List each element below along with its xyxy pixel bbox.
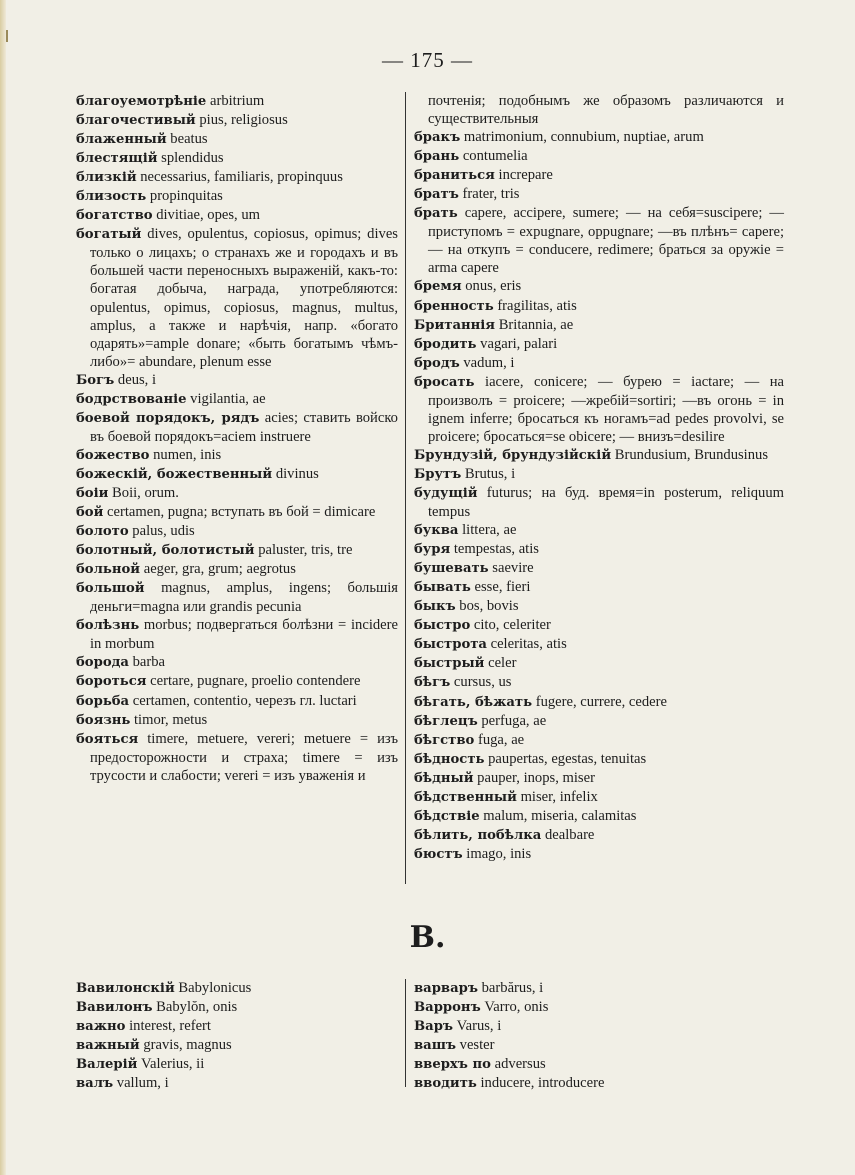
entry-headword: быстро: [414, 618, 471, 634]
right-column: [414, 92, 784, 864]
entry-translation: fragilitas, atis: [493, 297, 577, 314]
dictionary-entry: [76, 409, 398, 446]
entry-translation: Brutus, i: [461, 465, 516, 482]
dictionary-entry: [414, 521, 784, 540]
entry-headword: вашъ: [414, 1038, 456, 1054]
dictionary-entry: [76, 187, 398, 206]
entry-translation: Varro, onis: [480, 999, 549, 1016]
entry-translation: Babylŏn, onis: [152, 999, 238, 1016]
entry-headword: бродъ: [414, 355, 460, 371]
entry-headword: божество: [76, 447, 150, 463]
dictionary-entry: [414, 616, 784, 635]
dictionary-entry: [414, 578, 784, 597]
entry-translation: Valerius, ii: [137, 1056, 205, 1073]
entry-headword: варваръ: [414, 981, 478, 996]
dictionary-entry: [76, 484, 398, 503]
dictionary-entry: [414, 750, 784, 769]
entry-translation: celer: [484, 655, 517, 672]
entry-translation: paluster, tris, tre: [254, 542, 353, 559]
entry-translation: frater, tris: [458, 186, 520, 203]
entry-headword: боевой порядокъ, рядъ: [76, 410, 260, 426]
entry-headword: блестящій: [76, 151, 158, 167]
dictionary-entry: [414, 673, 784, 692]
right-column-section-b: [414, 979, 784, 1093]
entry-translation: vagari, palari: [476, 335, 558, 352]
entry-headword: близость: [76, 189, 147, 205]
entry-headword: быстрота: [414, 637, 487, 653]
dictionary-entry: [76, 560, 398, 579]
entry-headword: бремя: [414, 279, 462, 295]
entry-headword: Варъ: [414, 1019, 454, 1035]
column-divider-section-b: [405, 979, 406, 1087]
dictionary-entry: [414, 147, 784, 166]
dictionary-entry: [76, 522, 398, 541]
entry-translation: vester: [456, 1037, 495, 1054]
entry-translation: cursus, us: [450, 674, 512, 691]
entry-headword: бросать: [414, 374, 475, 390]
dictionary-entry: [414, 1055, 784, 1074]
entry-translation: celeritas, atis: [486, 636, 567, 653]
entry-headword: бояться: [76, 731, 139, 747]
entry-translation: magnus, amplus, ingens; большія деньги=magna или grandis pecunia: [90, 580, 398, 616]
dictionary-entry: [414, 354, 784, 373]
entry-translation: почтенія; подобнымъ же образомъ различаются и существительныя: [428, 93, 784, 128]
entry-headword: болото: [76, 524, 129, 540]
entry-translation: malum, miseria, calamitas: [479, 807, 637, 824]
entry-translation: palus, udis: [128, 523, 195, 540]
entry-headword: бой: [76, 505, 104, 521]
entry-headword: буря: [414, 542, 451, 558]
entry-translation: cito, celeriter: [470, 617, 551, 634]
entry-translation: aeger, gra, grum; aegrotus: [140, 561, 296, 578]
entry-translation: Brundusium, Brundusinus: [611, 446, 769, 463]
entry-translation: iacere, conicere; — бурею = iactare; — на произволъ = proicere; —жребій=sortiri; —въ огонь = in ignem inferre; бросаться къ ногамъ=ad pedes provolvi, se proicere; бросаться=se obicere; — внизъ=desilire: [428, 373, 784, 445]
entry-headword: бороться: [76, 674, 147, 690]
dictionary-entry: [76, 692, 398, 711]
dictionary-entry: [414, 559, 784, 578]
entry-translation: barba: [128, 654, 166, 671]
entry-translation: dealbare: [541, 826, 595, 843]
entry-translation: Boii, orum.: [108, 484, 179, 501]
dictionary-entry: [76, 130, 398, 149]
dictionary-entry: [76, 541, 398, 560]
dictionary-entry: [76, 390, 398, 409]
margin-tick: [6, 30, 8, 42]
entry-translation: interest, refert: [125, 1018, 211, 1035]
entry-headword: бодрствованіе: [76, 391, 187, 407]
entry-translation: onus, eris: [461, 278, 522, 295]
entry-translation: divinus: [272, 465, 319, 482]
dictionary-entry: [414, 807, 784, 826]
entry-translation: matrimonium, connubium, nuptiae, arum: [460, 129, 704, 146]
entry-headword: благочестивый: [76, 113, 196, 129]
entry-headword: благоуемотрѣніе: [76, 94, 207, 109]
entry-headword: болотный, болотистый: [76, 543, 255, 559]
page-number: — 175 —: [382, 48, 473, 72]
entry-headword: важный: [76, 1038, 140, 1054]
page-edge-stain: [0, 0, 6, 1175]
dictionary-entry: [76, 579, 398, 616]
entry-translation: imago, inis: [462, 845, 532, 862]
dictionary-entry: [76, 465, 398, 484]
entry-translation: gravis, magnus: [139, 1037, 232, 1054]
entry-headword: Богъ: [76, 372, 115, 388]
entry-headword: быкъ: [414, 599, 456, 615]
entry-translation: littera, ae: [458, 522, 517, 539]
entry-headword: бѣлить, побѣлка: [414, 827, 542, 843]
entry-translation: barbărus, i: [477, 980, 544, 996]
entry-headword: брать: [414, 206, 458, 222]
entry-translation: Babylonicus: [174, 980, 252, 996]
entry-headword: бюстъ: [414, 846, 463, 862]
entry-translation: dives, opulentus, copiosus, opimus; dives только о лицахъ; о странахъ же и городахъ и въ большей части переносныхъ выраженій, какъ-то: богатая добыча, награда, употребляются: opulentus, opimus, copiosus, magnus, multus, amplus, а также и нарѣчія, напр. «богато одарять»=ample donare; «быть богатымъ чѣмъ-либо»= abundare, plenum esse: [90, 226, 398, 370]
left-column-section-b: [76, 979, 398, 1093]
dictionary-entry: [414, 998, 784, 1017]
dictionary-entry: [414, 316, 784, 335]
dictionary-entry: [76, 672, 398, 691]
dictionary-entry: [414, 128, 784, 147]
dictionary-entry: [76, 653, 398, 672]
dictionary-entry: [414, 185, 784, 204]
entry-translation: numen, inis: [149, 446, 222, 463]
entry-headword: близкій: [76, 170, 137, 186]
dictionary-entry: [414, 788, 784, 807]
entry-translation: timor, metus: [130, 711, 208, 728]
dictionary-entry: [414, 769, 784, 788]
dictionary-entry: [414, 654, 784, 673]
dictionary-entry: [76, 1074, 398, 1093]
entry-headword: Вавилонскій: [76, 981, 175, 996]
entry-headword: браниться: [414, 168, 495, 184]
entry-headword: Вавилонъ: [76, 1000, 153, 1016]
dictionary-entry: [76, 1055, 398, 1074]
dictionary-entry: [76, 998, 398, 1017]
dictionary-entry: [414, 92, 784, 128]
entry-headword: борода: [76, 655, 129, 671]
entry-translation: Britannia, ae: [495, 316, 574, 333]
entry-translation: propinquitas: [146, 188, 223, 205]
dictionary-entry: [414, 484, 784, 521]
entry-headword: бракъ: [414, 130, 461, 146]
entry-headword: бѣдный: [414, 770, 474, 786]
entry-headword: болѣзнь: [76, 618, 140, 634]
entry-headword: валъ: [76, 1076, 114, 1092]
dictionary-entry: [414, 540, 784, 559]
entry-translation: miser, infelix: [516, 788, 598, 805]
entry-translation: perfuga, ae: [477, 712, 547, 729]
entry-headword: божескій, божественный: [76, 466, 273, 482]
entry-headword: борьба: [76, 693, 130, 709]
entry-translation: pius, religiosus: [195, 112, 288, 129]
entry-translation: paupertas, egestas, tenuitas: [484, 750, 647, 767]
dictionary-entry: [414, 1036, 784, 1055]
dictionary-entry: [414, 297, 784, 316]
dictionary-entry: [414, 1074, 784, 1093]
entry-headword: Валерій: [76, 1057, 138, 1073]
entry-headword: Брундузій, брундузійскій: [414, 447, 612, 463]
entry-headword: богатство: [76, 208, 153, 224]
dictionary-entry: [414, 166, 784, 185]
entry-headword: буква: [414, 523, 459, 539]
dictionary-entry: [414, 1017, 784, 1036]
entry-translation: acies; ставить войско въ боевой порядокъ=aciem instruere: [90, 409, 398, 445]
dictionary-entry: [76, 503, 398, 522]
entry-headword: братъ: [414, 187, 459, 203]
entry-headword: Брутъ: [414, 466, 462, 482]
dictionary-entry: [76, 979, 398, 998]
entry-translation: necessarius, familiaris, propinquus: [136, 169, 343, 186]
entry-headword: бренность: [414, 298, 494, 314]
entry-headword: богатый: [76, 227, 142, 243]
entry-headword: брань: [414, 149, 460, 165]
entry-translation: deus, i: [114, 371, 157, 388]
dictionary-entry: [414, 597, 784, 616]
dictionary-entry: [76, 616, 398, 653]
entry-headword: бѣгство: [414, 732, 475, 748]
entry-headword: большой: [76, 581, 145, 597]
dictionary-entry: [76, 446, 398, 465]
dictionary-entry: [76, 1036, 398, 1055]
column-divider: [405, 92, 406, 884]
dictionary-entry: [414, 731, 784, 750]
dictionary-entry: [76, 111, 398, 130]
dictionary-entry: [414, 204, 784, 277]
entry-translation: fugere, currere, cedere: [532, 693, 667, 710]
entry-headword: бывать: [414, 580, 471, 596]
entry-translation: fuga, ae: [474, 731, 525, 748]
dictionary-entry: [76, 92, 398, 111]
dictionary-entry: [414, 335, 784, 354]
entry-headword: Британнія: [414, 317, 496, 333]
dictionary-entry: [414, 693, 784, 712]
entry-translation: timere, metuere, vereri; metuere = изъ предосторожности и страха; timere = изъ трусости и слабости; vereri = изъ уваженія и: [90, 730, 398, 784]
dictionary-entry: [414, 845, 784, 864]
dictionary-entry: [76, 1017, 398, 1036]
entry-translation: Varus, i: [453, 1018, 502, 1035]
entry-headword: бушевать: [414, 561, 489, 577]
entry-headword: вводить: [414, 1076, 477, 1092]
entry-translation: vallum, i: [113, 1075, 169, 1092]
dictionary-entry: [76, 711, 398, 730]
dictionary-entry: [76, 730, 398, 785]
entry-translation: increpare: [494, 167, 553, 184]
entry-translation: esse, fieri: [470, 579, 531, 596]
entry-headword: будущій: [414, 485, 478, 501]
entry-translation: adversus: [490, 1056, 546, 1073]
entry-headword: бѣдствіе: [414, 808, 480, 824]
entry-translation: arbitrium: [206, 93, 265, 109]
entry-headword: важно: [76, 1019, 126, 1035]
entry-translation: certare, pugnare, proelio contendere: [146, 673, 361, 690]
dictionary-entry: [76, 225, 398, 370]
dictionary-entry: [414, 635, 784, 654]
entry-translation: futurus; на буд. время=in posterum, reliquum tempus: [428, 484, 784, 521]
dictionary-entry: [76, 168, 398, 187]
entry-headword: блаженный: [76, 132, 167, 148]
entry-translation: certamen, pugna; вступать въ бой = dimicare: [103, 504, 376, 521]
dictionary-entry: [414, 446, 784, 465]
entry-headword: бѣглецъ: [414, 713, 478, 729]
dictionary-entry: [414, 465, 784, 484]
entry-translation: certamen, contentio, черезъ гл. luctari: [129, 692, 357, 709]
entry-headword: боіи: [76, 485, 109, 501]
entry-headword: бѣдность: [414, 751, 485, 767]
entry-translation: capere, accipere, sumere; — на себя=suscipere; — приступомъ = expugnare, oppugnare; —въ плѣнъ= capere; — на откупъ = conducere, redimere; браться за оружіе = arma capere: [428, 205, 784, 277]
dictionary-entry: [414, 712, 784, 731]
entry-translation: divitiae, opes, um: [152, 207, 260, 224]
dictionary-entry: [414, 373, 784, 446]
entry-headword: бѣгать, бѣжать: [414, 694, 533, 710]
entry-headword: бродить: [414, 336, 477, 352]
left-column: [76, 92, 398, 785]
entry-headword: быстрый: [414, 656, 485, 672]
dictionary-entry: [414, 979, 784, 998]
entry-translation: morbus; подвергаться болѣзни = incidere in morbum: [90, 617, 398, 653]
entry-translation: beatus: [166, 131, 208, 148]
entry-translation: bos, bovis: [455, 598, 519, 615]
entry-headword: бѣдственный: [414, 789, 517, 805]
entry-translation: vadum, i: [459, 354, 515, 371]
entry-translation: saevire: [488, 560, 534, 577]
entry-headword: Варронъ: [414, 1000, 481, 1016]
entry-translation: contumelia: [459, 148, 528, 165]
entry-headword: вверхъ по: [414, 1057, 491, 1073]
dictionary-entry: [76, 206, 398, 225]
entry-headword: больной: [76, 562, 141, 578]
entry-headword: бѣгъ: [414, 675, 451, 691]
section-heading: В.: [409, 920, 446, 955]
entry-translation: inducere, introducere: [476, 1075, 605, 1092]
entry-translation: pauper, inops, miser: [473, 769, 595, 786]
dictionary-entry: [414, 277, 784, 296]
entry-translation: vigilantia, ae: [186, 390, 266, 407]
dictionary-entry: [76, 371, 398, 390]
dictionary-entry: [414, 826, 784, 845]
entry-headword: боязнь: [76, 712, 131, 728]
entry-translation: tempestas, atis: [450, 541, 539, 558]
entry-translation: splendidus: [157, 150, 224, 167]
dictionary-entry: [76, 149, 398, 168]
